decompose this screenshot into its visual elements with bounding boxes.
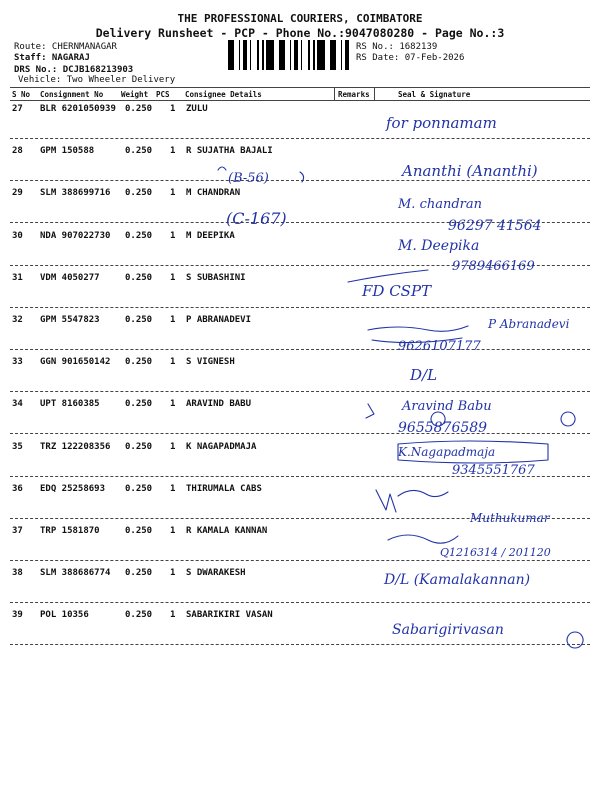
note-row29: (C-167) (226, 209, 287, 228)
row-sno: 28 (12, 146, 23, 157)
signature-row34-phone: 9655876589 (398, 420, 488, 436)
row-weight: 0.250 (125, 357, 153, 368)
row-weight: 0.250 (125, 146, 153, 157)
row-weight: 0.250 (125, 230, 153, 241)
signature-row29-phone: 96297 41564 (448, 218, 542, 234)
row-consignment-no: SLM 388699716 (40, 188, 111, 199)
row-weight: 0.250 (125, 315, 153, 325)
row-consignment-no: BLR 6201050939 (40, 104, 116, 114)
col-sno: S No (12, 90, 31, 99)
row-weight: 0.250 (125, 568, 153, 579)
row-pcs: 1 (170, 315, 176, 325)
row-sno: 27 (12, 104, 23, 114)
row-consignee: SABARIKIRI VASAN (186, 610, 273, 621)
row-sno: 36 (12, 483, 23, 494)
runsheet-subtitle: Delivery Runsheet - PCP - Phone No.:9047080280 - Page No.:3 (95, 26, 505, 40)
signature-row32-phone: 9626107177 (398, 339, 481, 354)
row-pcs: 1 (170, 399, 176, 410)
row-pcs: 1 (170, 441, 176, 452)
row-pcs: 1 (170, 230, 176, 241)
row-sno: 33 (12, 357, 23, 368)
signature-row35-phone: 9345551767 (452, 463, 535, 478)
row-consignee: R SUJATHA BAJALI (186, 146, 273, 157)
rs-date: RS Date: 07-Feb-2026 (356, 53, 465, 63)
scribble-mark (376, 490, 448, 512)
row-consignment-no: NDA 907022730 (40, 230, 111, 241)
row-sno: 35 (12, 441, 23, 452)
signature-row37: Q1216314 / 201120 (440, 546, 551, 559)
row-weight: 0.250 (125, 610, 153, 621)
row-consignee: ZULU (186, 104, 208, 114)
col-weight: Weight (121, 90, 149, 99)
row-sno: 37 (12, 526, 23, 536)
row-pcs: 1 (170, 146, 176, 157)
row-weight: 0.250 (125, 188, 153, 199)
staff-label: Staff: NAGARAJ (14, 53, 90, 63)
row-pcs: 1 (170, 526, 176, 536)
vehicle-label: Vehicle: Two Wheeler Delivery (18, 75, 176, 85)
col-consignee: Consignee Details (185, 90, 262, 99)
row-consignment-no: SLM 388686774 (40, 568, 111, 579)
row-consignment-no: UPT 8160385 (40, 399, 100, 410)
route-label: Route: CHERNMANAGAR (14, 42, 117, 52)
col-consignment: Consignment No (40, 90, 104, 99)
row-sno: 31 (12, 272, 23, 283)
row-pcs: 1 (170, 357, 176, 368)
row-consignee: R KAMALA KANNAN (186, 526, 268, 536)
row-weight: 0.250 (125, 399, 153, 410)
row-consignment-no: GGN 901650142 (40, 357, 111, 368)
row-weight: 0.250 (125, 104, 153, 114)
signature-row33: D/L (410, 366, 438, 384)
row-consignment-no: VDM 4050277 (40, 272, 100, 283)
row-sno: 38 (12, 568, 23, 579)
row-pcs: 1 (170, 104, 176, 114)
row-consignee: P ABRANADEVI (186, 315, 252, 325)
row-consignee: K NAGAPADMAJA (186, 441, 257, 452)
row-weight: 0.250 (125, 483, 153, 494)
row-consignment-no: TRZ 122208356 (40, 441, 111, 452)
row-weight: 0.250 (125, 526, 153, 536)
signature-row30-name: M. Deepika (398, 238, 480, 254)
signature-row29-name: M. chandran (398, 197, 483, 212)
note-row28: (B-56) (228, 171, 269, 186)
signature-row36: Muthukumar (470, 511, 550, 525)
signature-row27: for ponnamam (386, 114, 497, 132)
signature-row30-phone: 9789466169 (452, 259, 535, 274)
row-consignee: M DEEPIKA (186, 230, 235, 241)
row-weight: 0.250 (125, 441, 153, 452)
row-sno: 39 (12, 610, 23, 621)
signature-row32: P Abranadevi (488, 317, 570, 331)
signature-row38: D/L (Kamalakannan) (384, 572, 531, 588)
row-consignee: THIRUMALA CABS (186, 483, 262, 494)
drs-number: DRS No.: DCJB168213903 (14, 65, 134, 75)
row-pcs: 1 (170, 610, 176, 621)
row-consignee: S DWARAKESH (186, 568, 246, 579)
row-sno: 32 (12, 315, 23, 325)
row-pcs: 1 (170, 272, 176, 283)
row-consignment-no: GPM 5547823 (40, 315, 100, 325)
row-consignment-no: EDQ 25258693 (40, 483, 106, 494)
signature-row35-name: K.Nagapadmaja (398, 445, 496, 459)
row-consignee: S VIGNESH (186, 357, 235, 368)
row-sno: 29 (12, 188, 23, 199)
row-consignee: ARAVIND BABU (186, 399, 252, 410)
row-pcs: 1 (170, 483, 176, 494)
row-weight: 0.250 (125, 272, 153, 283)
row-consignee: M CHANDRAN (186, 188, 241, 199)
rs-number: RS No.: 1682139 (356, 42, 438, 52)
col-pcs: PCS (156, 90, 170, 99)
row-consignment-no: GPM 150588 (40, 146, 95, 157)
scribble-mark (388, 535, 458, 543)
row-consignment-no: POL 10356 (40, 610, 89, 621)
row-consignment-no: TRP 1581870 (40, 526, 100, 536)
signature-row31: FD CSPT (362, 282, 432, 300)
signature-row34: Aravind Babu (402, 399, 492, 414)
col-remarks: Remarks (338, 90, 370, 99)
company-title: THE PROFESSIONAL COURIERS, COIMBATORE (177, 12, 423, 25)
signature-row39: Sabarigirivasan (392, 622, 504, 638)
row-sno: 30 (12, 230, 23, 241)
row-pcs: 1 (170, 568, 176, 579)
scribble-mark (567, 632, 583, 648)
row-consignee: S SUBASHINI (186, 272, 246, 283)
row-sno: 34 (12, 399, 23, 410)
row-pcs: 1 (170, 188, 176, 199)
signature-row28: Ananthi (Ananthi) (402, 162, 538, 180)
col-seal: Seal & Signature (398, 90, 471, 99)
